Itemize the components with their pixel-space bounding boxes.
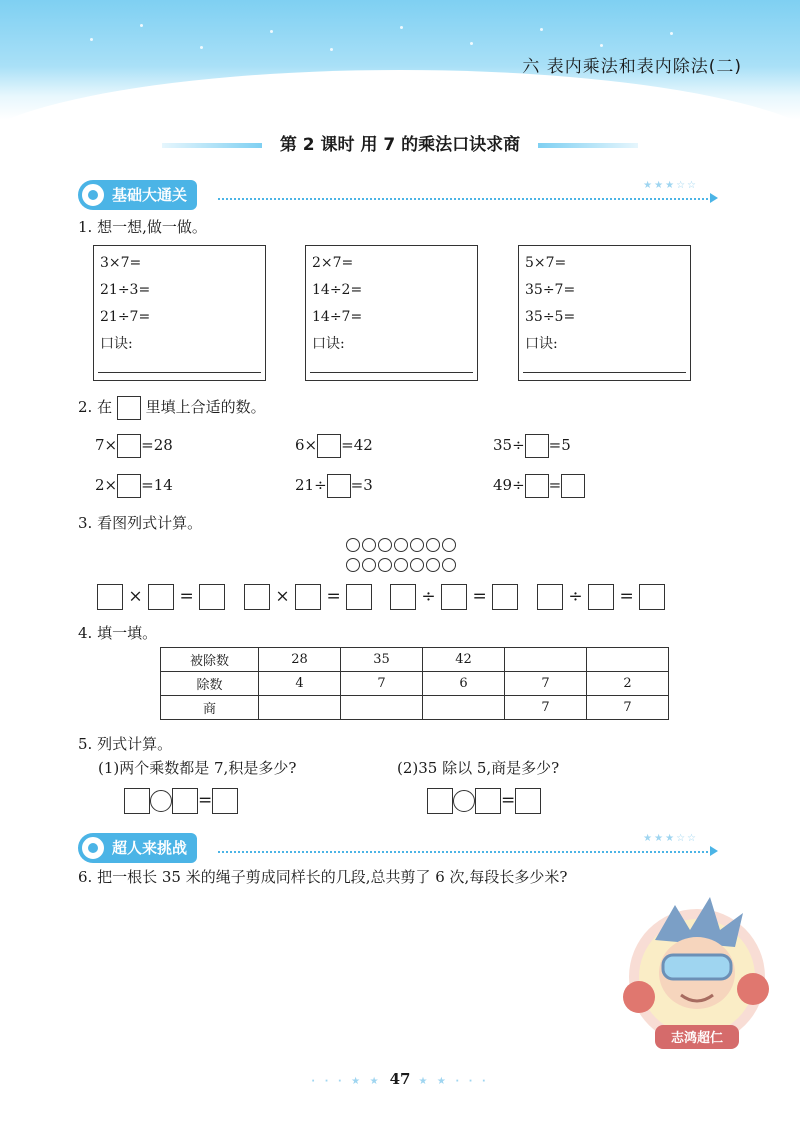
circle-icon [442, 538, 456, 552]
q4-title-text: 4. 填一填。 [78, 624, 158, 642]
q2-left: 7× [95, 436, 118, 454]
answer-box[interactable] [390, 584, 416, 610]
q5-eq-2 [427, 788, 541, 814]
table-cell[interactable]: 2 [587, 672, 669, 696]
table-cell[interactable] [341, 696, 423, 720]
q1-mnemonic: 口诀: [525, 336, 558, 352]
circle-icon [362, 538, 376, 552]
answer-box[interactable] [561, 474, 585, 498]
q5-sub1: (1)两个乘数都是 7,积是多少? [98, 759, 297, 777]
circle-row-2 [346, 557, 476, 576]
mascot-label: 志鸿超仁 [670, 1031, 724, 1046]
circle-icon [394, 558, 408, 572]
section-badge [78, 833, 197, 863]
section-title: 超人来挑战 [112, 839, 188, 857]
lesson-title-text: 第 2 课时 用 7 的乘法口诀求商 [279, 135, 521, 155]
answer-box[interactable] [537, 584, 563, 610]
q2-title-a: 2. 在 [78, 398, 113, 416]
q3-title-text: 3. 看图列式计算。 [78, 514, 203, 532]
op: ÷ [421, 586, 436, 607]
q1-line: 14÷7= [312, 309, 363, 325]
q3-eq-2 [244, 584, 372, 610]
q2-left: 2× [95, 476, 118, 494]
table-row [161, 696, 669, 720]
stars-icon: ★★★☆☆ [643, 180, 698, 191]
mascot-right-glove [737, 973, 769, 1005]
operator-circle[interactable] [150, 790, 172, 812]
table-cell[interactable]: 28 [259, 648, 341, 672]
q2-title [78, 396, 266, 420]
answer-box[interactable] [117, 434, 141, 458]
answer-line[interactable] [523, 372, 686, 373]
answer-box[interactable] [317, 434, 341, 458]
table-cell[interactable]: 42 [423, 648, 505, 672]
answer-box[interactable] [212, 788, 238, 814]
hero-emblem-icon [80, 835, 106, 861]
q1-line: 35÷5= [525, 309, 576, 325]
arrow-icon [710, 193, 718, 203]
q2-item-3 [493, 434, 571, 458]
q1-line: 14÷2= [312, 282, 363, 298]
answer-box[interactable] [588, 584, 614, 610]
arrow-icon [710, 846, 718, 856]
answer-box[interactable] [172, 788, 198, 814]
q2-right: =5 [548, 436, 571, 454]
circle-icon [346, 538, 360, 552]
q2-left: 35÷ [493, 436, 525, 454]
q1-group-2 [305, 245, 478, 381]
table-cell[interactable] [587, 648, 669, 672]
table-cell[interactable]: 7 [587, 696, 669, 720]
q1-mnemonic: 口诀: [100, 336, 133, 352]
answer-box[interactable] [346, 584, 372, 610]
op: = [472, 586, 487, 607]
circle-icon [426, 558, 440, 572]
q2-title-b: 里填上合适的数。 [145, 398, 266, 416]
answer-box[interactable] [124, 788, 150, 814]
lesson-title [0, 130, 800, 155]
answer-box[interactable] [441, 584, 467, 610]
section-banner-basic [78, 180, 718, 210]
q5-eq-1 [124, 788, 238, 814]
q2-item-4 [95, 474, 173, 498]
table-cell[interactable]: 7 [505, 672, 587, 696]
op: = [179, 586, 194, 607]
q4-title [78, 622, 157, 643]
table-cell[interactable]: 7 [505, 696, 587, 720]
title-bar-right [538, 143, 638, 148]
q2-left: 6× [295, 436, 318, 454]
op: × [275, 586, 290, 607]
table-cell[interactable] [259, 696, 341, 720]
table-cell[interactable]: 6 [423, 672, 505, 696]
op: = [198, 790, 213, 811]
answer-box[interactable] [515, 788, 541, 814]
table-cell[interactable] [505, 648, 587, 672]
stars-left-icon: · · · ★ ★ [311, 1076, 382, 1087]
answer-box-sample [117, 396, 141, 420]
answer-line[interactable] [98, 372, 261, 373]
row-header: 除数 [161, 672, 259, 696]
answer-box[interactable] [244, 584, 270, 610]
op: = [501, 790, 516, 811]
answer-line[interactable] [310, 372, 473, 373]
circle-icon [378, 558, 392, 572]
q2-item-6 [493, 474, 585, 498]
dotted-line [218, 851, 712, 853]
circle-icon [362, 558, 376, 572]
q3-eq-3 [390, 584, 518, 610]
answer-box[interactable] [525, 474, 549, 498]
q1-line: 2×7= [312, 255, 354, 271]
section-badge [78, 180, 197, 210]
star-emblem-icon [80, 182, 106, 208]
q2-right: =3 [350, 476, 373, 494]
circle-icon [378, 538, 392, 552]
answer-box[interactable] [295, 584, 321, 610]
circle-icon [346, 558, 360, 572]
mascot-left-glove [623, 981, 655, 1013]
q1-title-text: 1. 想一想,做一做。 [78, 218, 207, 236]
q5-sub2: (2)35 除以 5,商是多少? [397, 759, 560, 777]
q2-right: =28 [141, 436, 173, 454]
section-title: 基础大通关 [112, 186, 188, 204]
answer-box[interactable] [199, 584, 225, 610]
row-header: 商 [161, 696, 259, 720]
op: = [619, 586, 634, 607]
q3-title [78, 512, 202, 533]
op: ÷ [568, 586, 583, 607]
q1-title [78, 216, 207, 237]
answer-box[interactable] [525, 434, 549, 458]
circle-row-1 [346, 537, 476, 556]
q5-title [78, 733, 172, 754]
table-cell[interactable]: 35 [341, 648, 423, 672]
q1-line: 5×7= [525, 255, 567, 271]
page-number: 47 [389, 1070, 411, 1088]
answer-box[interactable] [117, 474, 141, 498]
q2-left: 49÷ [493, 476, 525, 494]
q1-group-1 [93, 245, 266, 381]
page-footer [0, 1070, 800, 1088]
answer-box[interactable] [475, 788, 501, 814]
q1-line: 35÷7= [525, 282, 576, 298]
section-banner-challenge [78, 833, 718, 863]
table-row [161, 648, 669, 672]
op: × [128, 586, 143, 607]
q2-item-1 [95, 434, 173, 458]
q6-title [78, 866, 567, 887]
answer-box[interactable] [97, 584, 123, 610]
stars-icon: ★★★☆☆ [643, 833, 698, 844]
circle-icon [410, 558, 424, 572]
mascot-illustration [615, 885, 775, 1060]
q5-title-text: 5. 列式计算。 [78, 735, 173, 753]
page-header [0, 0, 800, 120]
table-cell[interactable] [423, 696, 505, 720]
table-row [161, 672, 669, 696]
mascot-goggles [663, 955, 731, 979]
q1-line: 3×7= [100, 255, 142, 271]
q1-group-3 [518, 245, 691, 381]
title-bar-left [162, 143, 262, 148]
q6-title-text: 6. 把一根长 35 米的绳子剪成同样长的几段,总共剪了 6 次,每段长多少米? [78, 868, 568, 886]
row-header: 被除数 [161, 648, 259, 672]
q3-eq-1 [97, 584, 225, 610]
stars-right-icon: ★ ★ · · · [418, 1076, 489, 1087]
q1-mnemonic: 口诀: [312, 336, 345, 352]
op: = [326, 586, 341, 607]
answer-box[interactable] [327, 474, 351, 498]
circle-icon [410, 538, 424, 552]
q3-eq-4 [537, 584, 665, 610]
q2-right: =42 [341, 436, 373, 454]
answer-box[interactable] [639, 584, 665, 610]
q2-item-5 [295, 474, 373, 498]
q2-right: =14 [141, 476, 173, 494]
table-cell[interactable]: 7 [341, 672, 423, 696]
answer-box[interactable] [148, 584, 174, 610]
circle-icon [426, 538, 440, 552]
circle-icon [442, 558, 456, 572]
operator-circle[interactable] [453, 790, 475, 812]
q2-left: 21÷ [295, 476, 327, 494]
table-cell[interactable]: 4 [259, 672, 341, 696]
q2-item-2 [295, 434, 373, 458]
q1-line: 21÷3= [100, 282, 151, 298]
dotted-line [218, 198, 712, 200]
answer-box[interactable] [427, 788, 453, 814]
chapter-title: 六 表内乘法和表内除法(二) [522, 57, 742, 77]
answer-box[interactable] [492, 584, 518, 610]
q1-line: 21÷7= [100, 309, 151, 325]
division-table [160, 647, 669, 720]
q2-mid: = [548, 476, 562, 494]
circle-icon [394, 538, 408, 552]
